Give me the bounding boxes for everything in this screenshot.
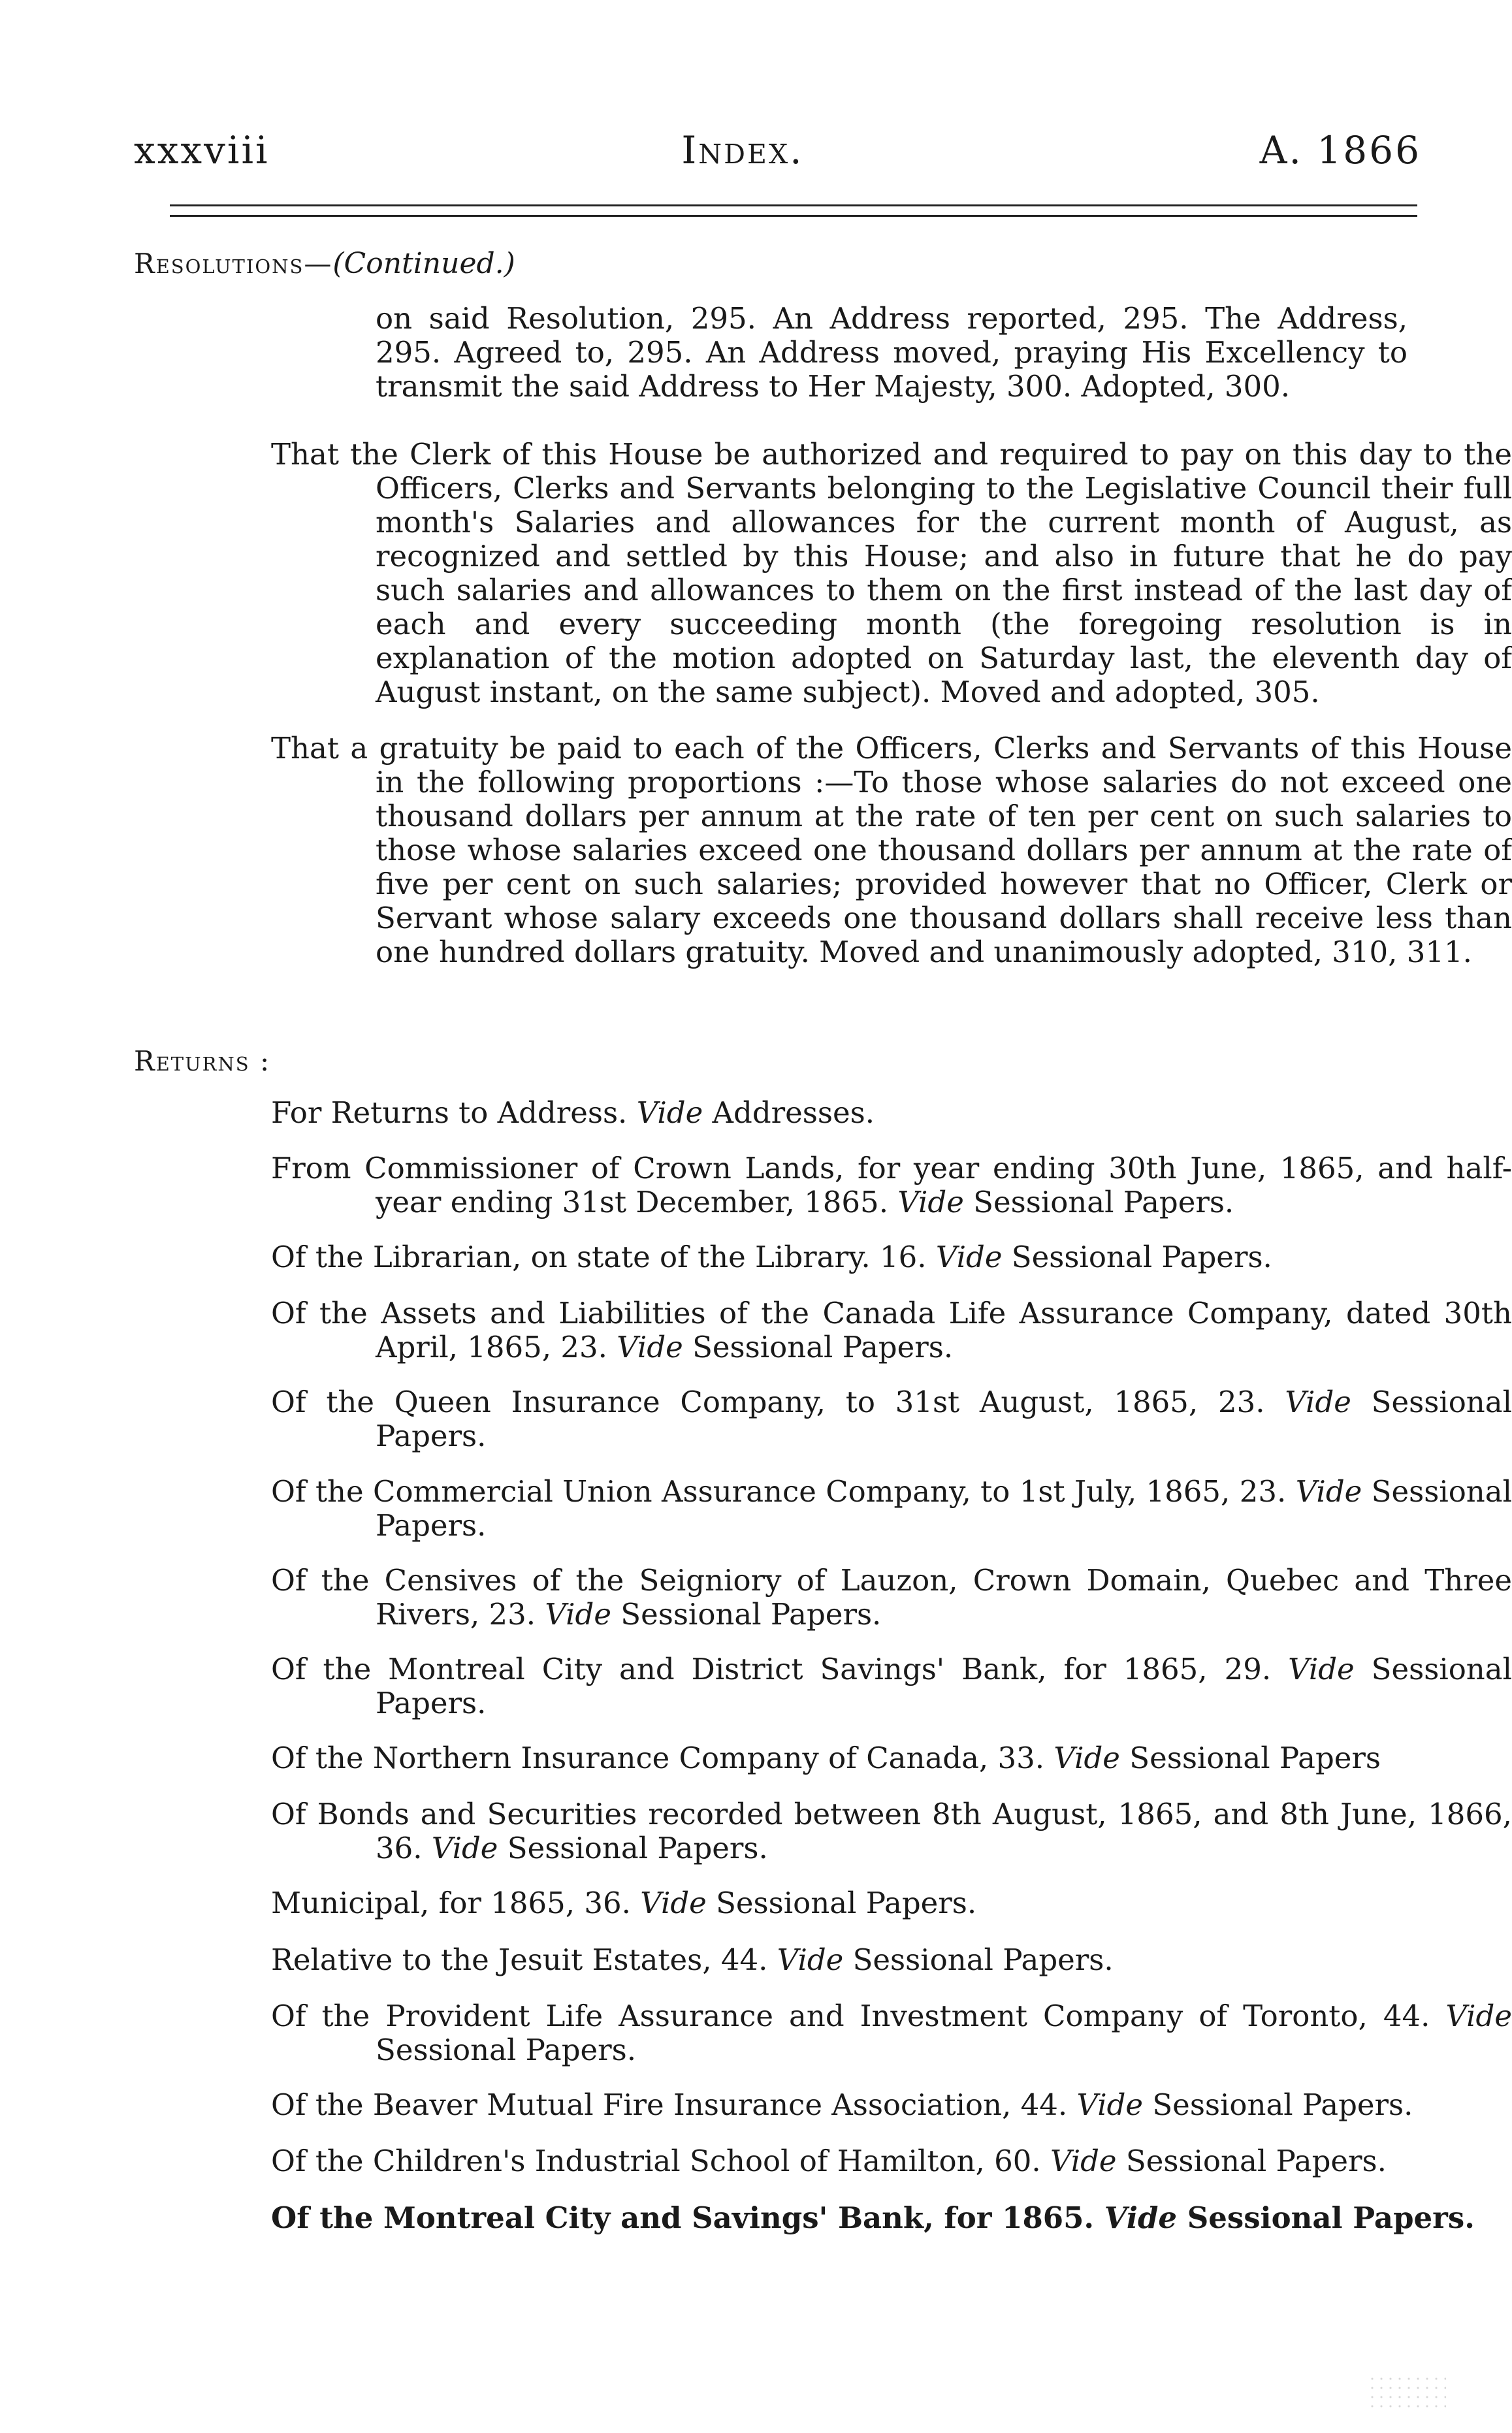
returns-entry: Of the Librarian, on state of the Library. 16. Vide Sessional Papers. bbox=[271, 1240, 1272, 1274]
header-rule-top bbox=[170, 204, 1417, 206]
page-number: xxxviii bbox=[134, 128, 270, 172]
returns-entry: Of the Queen Insurance Company, to 31st August, 1865, 23. Vide Sessional Papers. bbox=[271, 1385, 1512, 1453]
returns-heading: Returns : bbox=[134, 1045, 271, 1077]
page-title: Index. bbox=[681, 128, 804, 172]
returns-entry: From Commissioner of Crown Lands, for year ending 30th June, 1865, and half-year ending 31st December, 1865. Vide Sessional Papers. bbox=[271, 1151, 1512, 1219]
resolution-continuation: on said Resolution, 295. An Address reported, 295. The Address, 295. Agreed to, 295. An Address moved, praying His Excellency to transmit the said Address to Her Majesty, 300. Adopted, 300. bbox=[376, 301, 1407, 404]
returns-entry: Of the Montreal City and Savings' Bank, for 1865. Vide Sessional Papers. bbox=[271, 2200, 1475, 2235]
continued-label: (Continued.) bbox=[332, 247, 515, 280]
resolution-entry: That the Clerk of this House be authorized and required to pay on this day to the Officers, Clerks and Servants belonging to the Legislative Council their full month's Salaries and allowances for the current month of August, as recognized and settled by this House; and also in future that he do pay such salaries and allowances to them on the first instead of the last day of each and every succeeding month (the foregoing resolution is in explanation of the motion adopted on Saturday last, the eleventh day of August instant, on the same subject). Moved and adopted, 305. bbox=[271, 437, 1512, 709]
returns-entry: Of the Commercial Union Assurance Company, to 1st July, 1865, 23. Vide Sessional Papers. bbox=[271, 1474, 1512, 1543]
returns-entry: Municipal, for 1865, 36. Vide Sessional Papers. bbox=[271, 1886, 977, 1920]
resolutions-label: Resolutions bbox=[134, 248, 304, 280]
returns-entry: Of the Assets and Liabilities of the Canada Life Assurance Company, dated 30th April, 1865, 23. Vide Sessional Papers. bbox=[271, 1296, 1512, 1364]
returns-entry: Relative to the Jesuit Estates, 44. Vide Sessional Papers. bbox=[271, 1942, 1114, 1977]
resolution-entry: That a gratuity be paid to each of the Officers, Clerks and Servants of this House in the following proportions :—To those whose salaries do not exceed one thousand dollars per annum at the rate of ten per cent on such salaries to those whose salaries exceed one thousand dollars per annum at the rate of five per cent on such salaries; provided however that no Officer, Clerk or Servant whose salary exceeds one thousand dollars shall receive less than one hundred dollars gratuity. Moved and unanimously adopted, 310, 311. bbox=[271, 731, 1512, 969]
scan-speckle bbox=[1368, 2374, 1446, 2413]
returns-entry: Of the Beaver Mutual Fire Insurance Association, 44. Vide Sessional Papers. bbox=[271, 2087, 1413, 2122]
resolutions-heading: Resolutions—(Continued.) bbox=[134, 247, 515, 280]
page-year: A. 1866 bbox=[1259, 128, 1421, 172]
returns-entry: Of the Children's Industrial School of Hamilton, 60. Vide Sessional Papers. bbox=[271, 2144, 1387, 2178]
returns-entry: Of Bonds and Securities recorded between 8th August, 1865, and 8th June, 1866, 36. Vide Sessional Papers. bbox=[271, 1797, 1512, 1865]
header-rule-bottom bbox=[170, 215, 1417, 217]
returns-entry: Of the Censives of the Seigniory of Lauzon, Crown Domain, Quebec and Three Rivers, 23. Vide Sessional Papers. bbox=[271, 1563, 1512, 1632]
returns-entry: Of the Provident Life Assurance and Investment Company of Toronto, 44. Vide Sessional Papers. bbox=[271, 1999, 1512, 2067]
returns-entry: Of the Montreal City and District Savings' Bank, for 1865, 29. Vide Sessional Papers. bbox=[271, 1652, 1512, 1720]
returns-entry: For Returns to Address. Vide Addresses. bbox=[271, 1095, 875, 1130]
returns-entry: Of the Northern Insurance Company of Canada, 33. Vide Sessional Papers bbox=[271, 1741, 1381, 1775]
